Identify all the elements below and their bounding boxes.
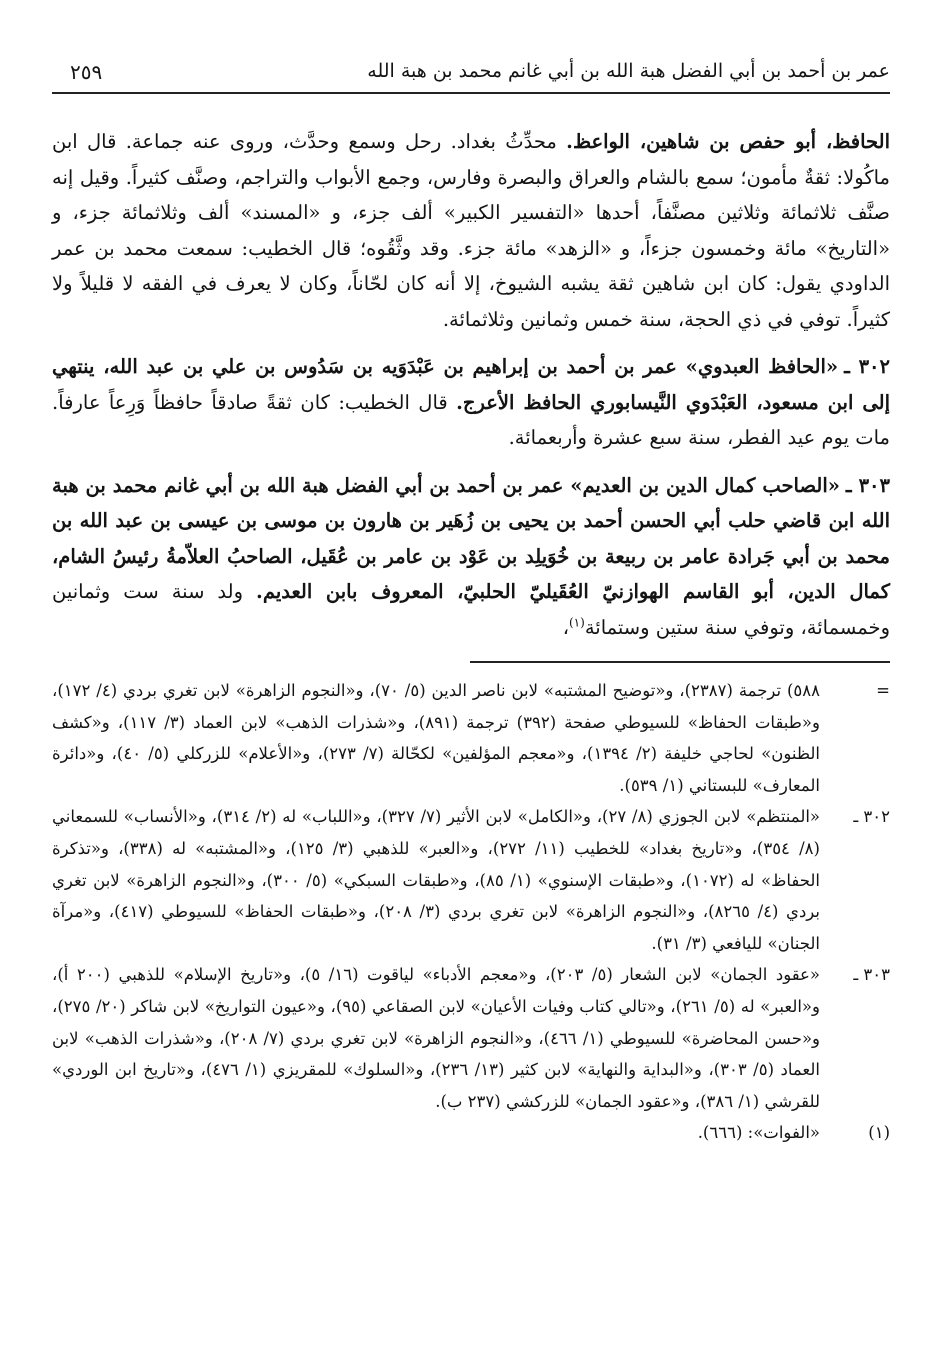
footnote-item: [52, 959, 890, 1117]
entry-body: محدِّثُ بغداد. رحل وسمع وحدَّث، وروى عنه جماعة. قال ابن ماكُولا: ثقةٌ مأمون؛ سمع بالشام والعراق والبصرة وفارس، وجمع الأبواب والتراجم، وصنَّف كثيراً. وقيل إنه صنَّف ثلاثمائة وثلاثين مصنَّفاً، أحدها «التفسير الكبير» ألف جزء، و «المسند» ألف وثلاثمائة جزء، و «التاريخ» مائة وخمسون جزءاً، و «الزهد» مائة جزء. وقد وثَّقُوه؛ قال الخطيب: سمعت محمد بن عمر الداودي يقول: كان ابن شاهين ثقة يشبه الشيوخ، إلا أنه كان لحّاناً، وكان لا يعرف في الفقه لا قليلاً ولا كثيراً. توفي في ذي الحجة، سنة خمس وثمانين وثلاثمائة.: [52, 130, 890, 331]
footnote-text: «عقود الجمان» لابن الشعار (٥/ ٢٠٣)، و«معجم الأدباء» لياقوت (١٦/ ٥)، و«تاريخ الإسلام» للذهبي (٢٠٠ أ)، و«العبر» له (٥/ ٢٦١)، و«تالي كتاب وفيات الأعيان» لابن الصقاعي (٩٥)، و«عيون التواريخ» لابن شاكر (٢٠/ ٢٧٥)، و«حسن المحاضرة» للسيوطي (١/ ٤٦٦)، و«النجوم الزاهرة» لابن تغري بردي (٧/ ٢٠٨)، و«شذرات الذهب» لابن العماد (٥/ ٣٠٣)، و«البداية والنهاية» لابن كثير (١٣/ ٢٣٦)، و«السلوك» للمقريزي (١/ ٤٧٦)، و«تاريخ ابن الوردي» للقرشي (١/ ٣٨٦)، و«عقود الجمان» للزركشي (٢٣٧ ب).: [52, 965, 821, 1111]
running-title: عمر بن أحمد بن أبي الفضل هبة الله بن أبي غانم محمد بن هبة الله: [367, 60, 890, 82]
footnote-item: [52, 1117, 890, 1149]
entry-paragraph: [52, 349, 890, 456]
footnote-label: =: [876, 681, 890, 700]
entry-paragraph: [52, 124, 890, 337]
page-header: [52, 48, 890, 94]
book-page: [52, 48, 890, 1348]
entry-number: ٣٠٣ ـ: [845, 473, 890, 497]
footnote-divider: [470, 661, 890, 663]
entry-paragraph: [52, 468, 890, 646]
footnote-text: ٥٨٨) ترجمة (٢٣٨٧)، و«توضيح المشتبه» لابن ناصر الدين (٥/ ٧٠)، و«النجوم الزاهرة» لابن تغري بردي (٤/ ١٧٢)، و«طبقات الحفاظ» للسيوطي صفحة (٣٩٢) ترجمة (٨٩١)، و«شذرات الذهب» لابن العماد (٣/ ١١٧)، و«كشف الظنون» لحاجي خليفة (٢/ ١٣٩٤)، و«معجم المؤلفين» لكحّالة (٧/ ٢٧٣)، و«الأعلام» للزركلي (٥/ ٤٠)، و«دائرة المعارف» للبستاني (١/ ٥٣٩).: [52, 681, 821, 795]
footnote-label: (١): [868, 1123, 890, 1143]
footnote-label: ٣٠٢ ـ: [853, 807, 890, 827]
entry-number: ٣٠٢ ـ: [844, 355, 890, 378]
footnote-label: ٣٠٣ ـ: [853, 965, 890, 985]
entry-body: ولد سنة ست وثمانين وخمسمائة، وتوفي سنة ستين وستمائة: [52, 580, 890, 639]
entry-heading: «الصاحب كمال الدين بن العديم» عمر بن أحمد بن أبي الفضل هبة الله بن أبي غانم محمد بن هبة الله ابن قاضي حلب أبي الحسن أحمد بن يحيى بن زُهَير بن هارون بن موسى بن عيسى بن عبد الله بن محمد بن أبي جَرادة عامر بن ربيعة بن خُوَيلِد بن عَوْد بن عامر بن عُقَيل، الصاحبُ العلاّمةُ رئيسُ الشام، كمال الدين، أبو القاسم الهوازنيّ العُقَيليّ الحلبيّ، المعروف بابن العديم.: [52, 473, 890, 603]
footnote-reference[interactable]: (١): [568, 615, 585, 629]
main-text: [52, 124, 890, 645]
footnote-text: «المنتظم» لابن الجوزي (٨/ ٢٧)، و«الكامل» لابن الأثير (٧/ ٣٢٧)، و«اللباب» له (٢/ ٣١٤)، و«الأنساب» للسمعاني (٨/ ٣٥٤)، و«تاريخ بغداد» للخطيب (١١/ ٢٧٢)، و«العبر» للذهبي (٣/ ١٢٥)، و«المشتبه» له (٣٣٨)، و«تذكرة الحفاظ» له (١٠٧٢)، و«طبقات الإسنوي» (١/ ٨٥)، و«طبقات السبكي» (٥/ ٣٠٠)، و«النجوم الزاهرة» لابن تغري بردي (٤/ ٨٢٦٥)، و«النجوم الزاهرة» لابن تغري بردي (٣/ ٢٠٨)، و«طبقات الحفاظ» للسيوطي (٤١٧)، و«مرآة الجنان» لليافعي (٣/ ٣١).: [52, 807, 821, 953]
footnotes: [52, 675, 890, 1149]
footnote-item: [52, 801, 890, 959]
page-number: ٢٥٩: [70, 60, 103, 84]
trailing-punctuation: ،: [562, 615, 569, 639]
entry-heading: «الحافظ العبدوي» عمر بن أحمد بن إبراهيم بن عَبْدَوَيه بن سَدُوس بن علي بن عبد الله، ينتهي إلى ابن مسعود، العَبْدَوي النَّيسابوري الحافظ الأعرج.: [52, 355, 890, 414]
entry-heading: الحافظ، أبو حفص بن شاهين، الواعظ.: [566, 130, 891, 153]
footnote-item: [52, 675, 890, 801]
footnote-text: «الفوات»: (٦٦٦).: [697, 1123, 820, 1143]
entry-body: قال الخطيب: كان ثقةً صادقاً حافظاً وَرِعاً عارفاً. مات يوم عيد الفطر، سنة سبع عشرة وأربعمائة.: [52, 390, 890, 449]
